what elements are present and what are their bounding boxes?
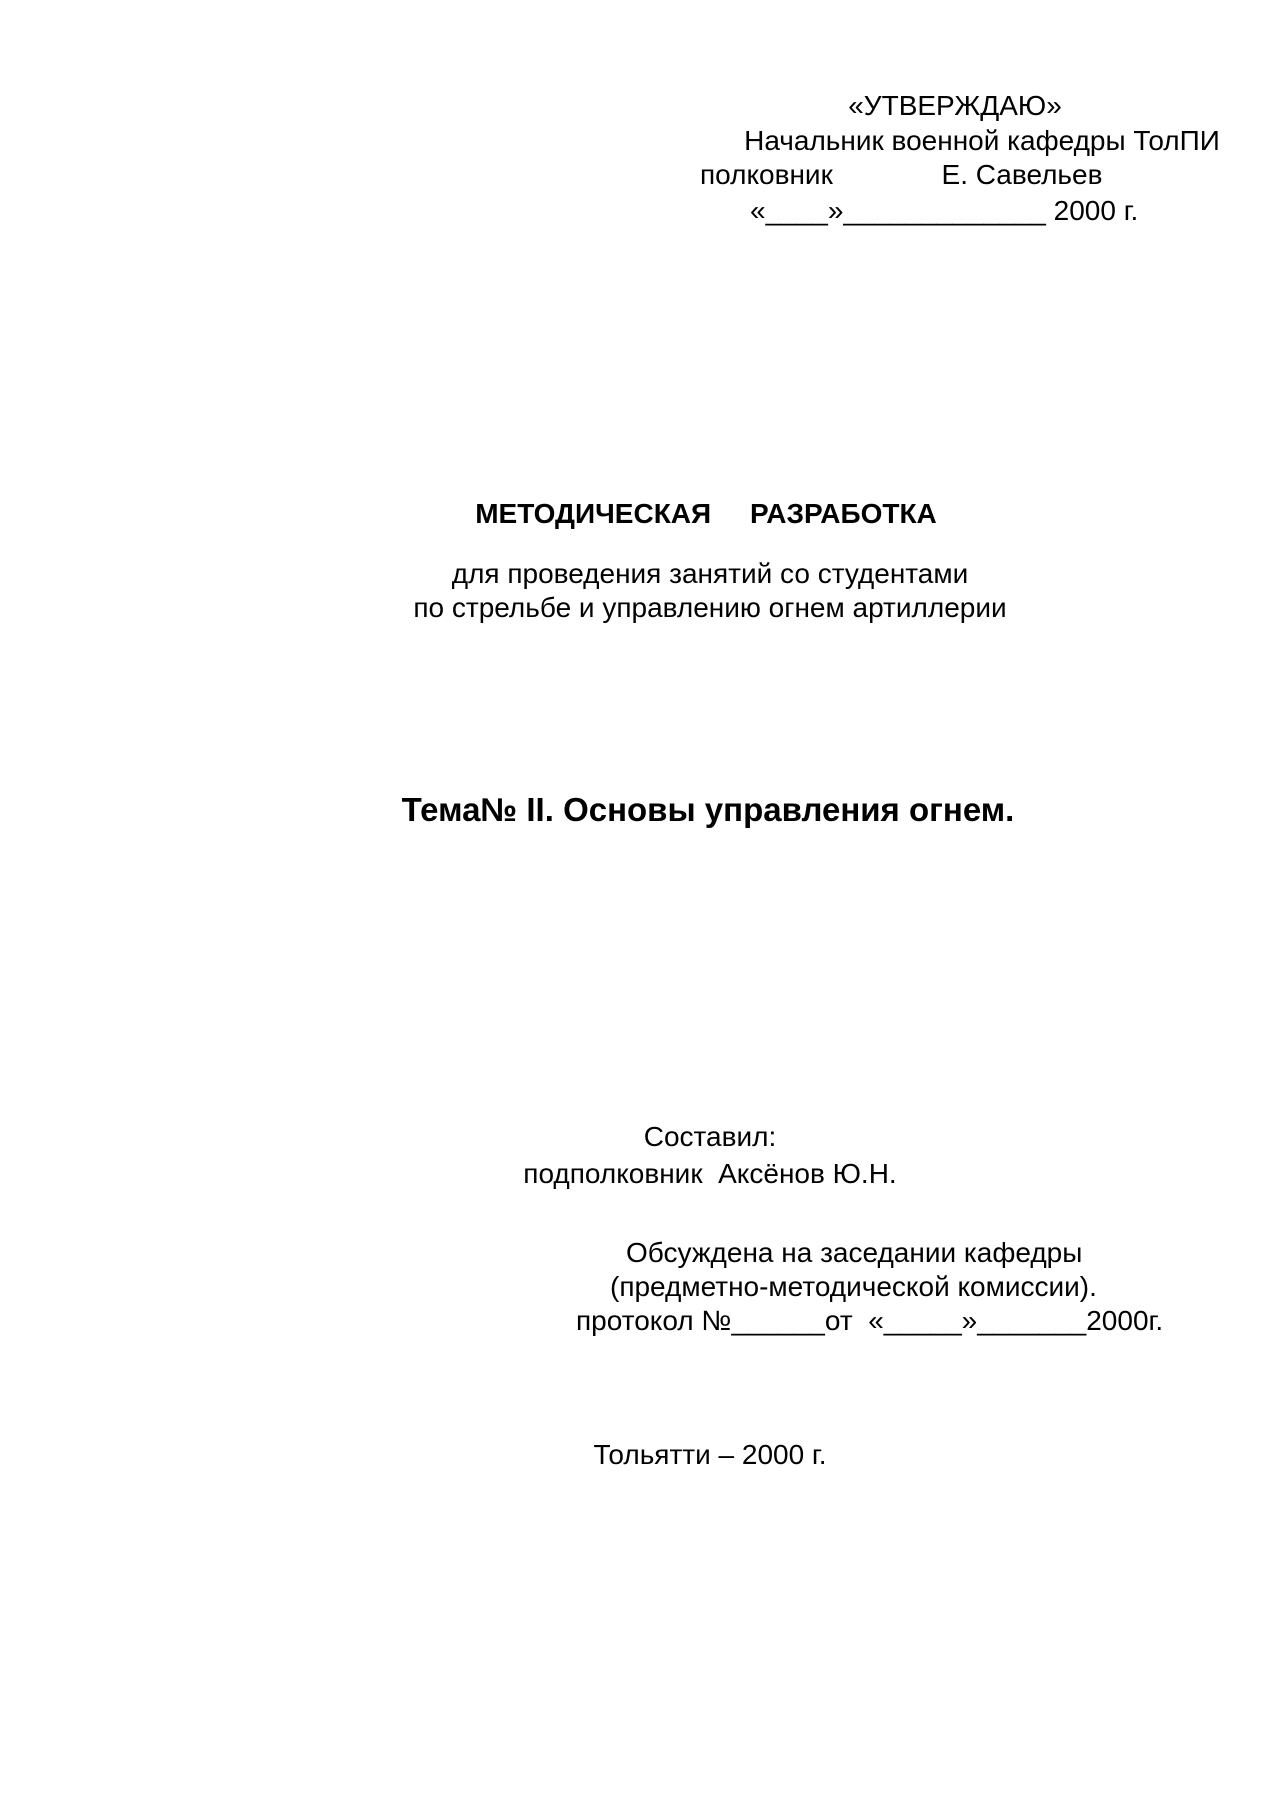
discussion-line-3: протокол №______от «_____»_______2000г.	[576, 1305, 1164, 1336]
author-label: Составил:	[643, 1121, 777, 1152]
author-name: подполковник Аксёнов Ю.Н.	[523, 1158, 897, 1189]
approval-name: Е. Савельев	[941, 159, 1103, 190]
approval-heading: «УТВЕРЖДАЮ»	[848, 90, 1062, 121]
approval-rank: полковник	[700, 159, 833, 190]
document-title: МЕТОДИЧЕСКАЯ РАЗРАБОТКА	[475, 498, 937, 529]
approval-position: Начальник военной кафедры ТолПИ	[744, 125, 1220, 156]
discussion-line-1: Обсуждена на заседании кафедры	[626, 1237, 1083, 1268]
approval-date-line: «____»_____________ 2000 г.	[750, 195, 1139, 226]
discussion-line-2: (предметно-методической комиссии).	[610, 1271, 1097, 1302]
document-purpose-line-1: для проведения занятий со студентами	[451, 558, 969, 589]
document-purpose-line-2: по стрельбе и управлению огнем артиллерии	[413, 592, 1007, 623]
city-year: Тольятти – 2000 г.	[593, 1439, 827, 1470]
document-topic: Тема№ II. Основы управления огнем.	[401, 791, 1015, 828]
